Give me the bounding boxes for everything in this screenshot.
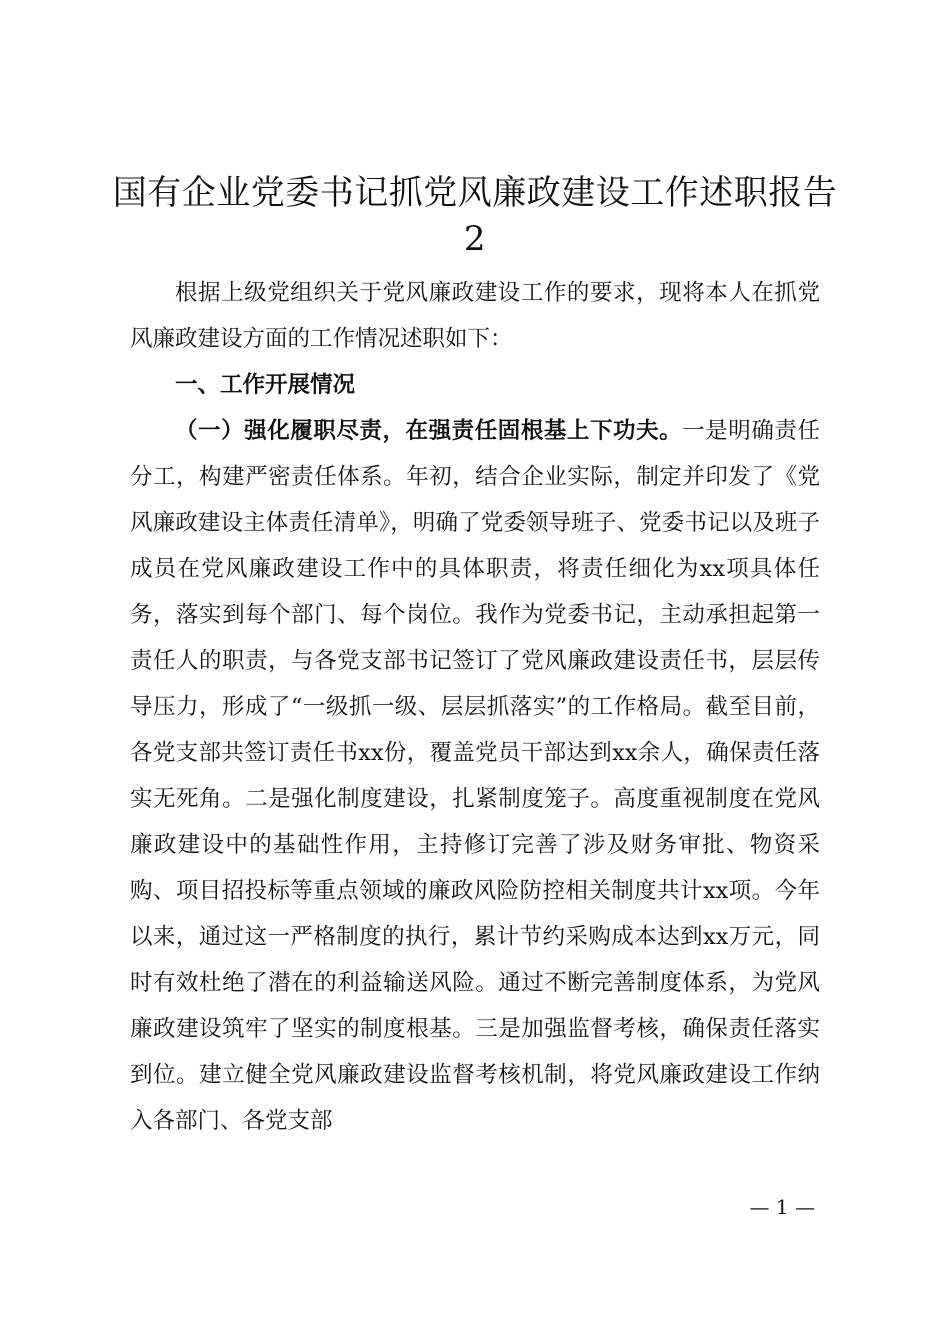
subsection-lead: （一）强化履职尽责，在强责任固根基上下功夫。: [175, 418, 683, 444]
intro-paragraph: 根据上级党组织关于党风廉政建设工作的要求，现将本人在抓党风廉政建设方面的工作情况述职如下：: [130, 280, 820, 352]
section-heading: 一、工作开展情况: [175, 372, 356, 398]
page-number: — 1 —: [749, 1195, 815, 1219]
document-title: 国有企业党委书记抓党风廉政建设工作述职报告2: [112, 173, 838, 259]
subsection-body: 一是明确责任分工，构建严密责任体系。年初，结合企业实际，制定并印发了《党风廉政建设主体责任清单》，明确了党委领导班子、党委书记以及班子成员在党风廉政建设工作中的具体职责，将责任细化为xx项具体任务，落实到每个部门、每个岗位。我作为党委书记，主动承担起第一责任人的职责，与各党支部书记签订了党风廉政建设责任书，层层传导压力，形成了“一级抓一级、层层抓落实”的工作格局。截至目前，各党支部共签订责任书xx份，覆盖党员干部达到xx余人，确保责任落实无死角。二是强化制度建设，扎紧制度笼子。高度重视制度在党风廉政建设中的基础性作用，主持修订完善了涉及财务审批、物资采购、项目招投标等重点领域的廉政风险防控相关制度共计xx项。今年以来，通过这一严格制度的执行，累计节约采购成本达到xx万元，同时有效杜绝了潜在的利益输送风险。通过不断完善制度体系，为党风廉政建设筑牢了坚实的制度根基。三是加强监督考核，确保责任落实到位。建立健全党风廉政建设监督考核机制，将党风廉政建设工作纳入各部门、各党支部: [130, 418, 820, 1134]
subsection-paragraph: [130, 408, 820, 1144]
document-body: [130, 270, 820, 1144]
